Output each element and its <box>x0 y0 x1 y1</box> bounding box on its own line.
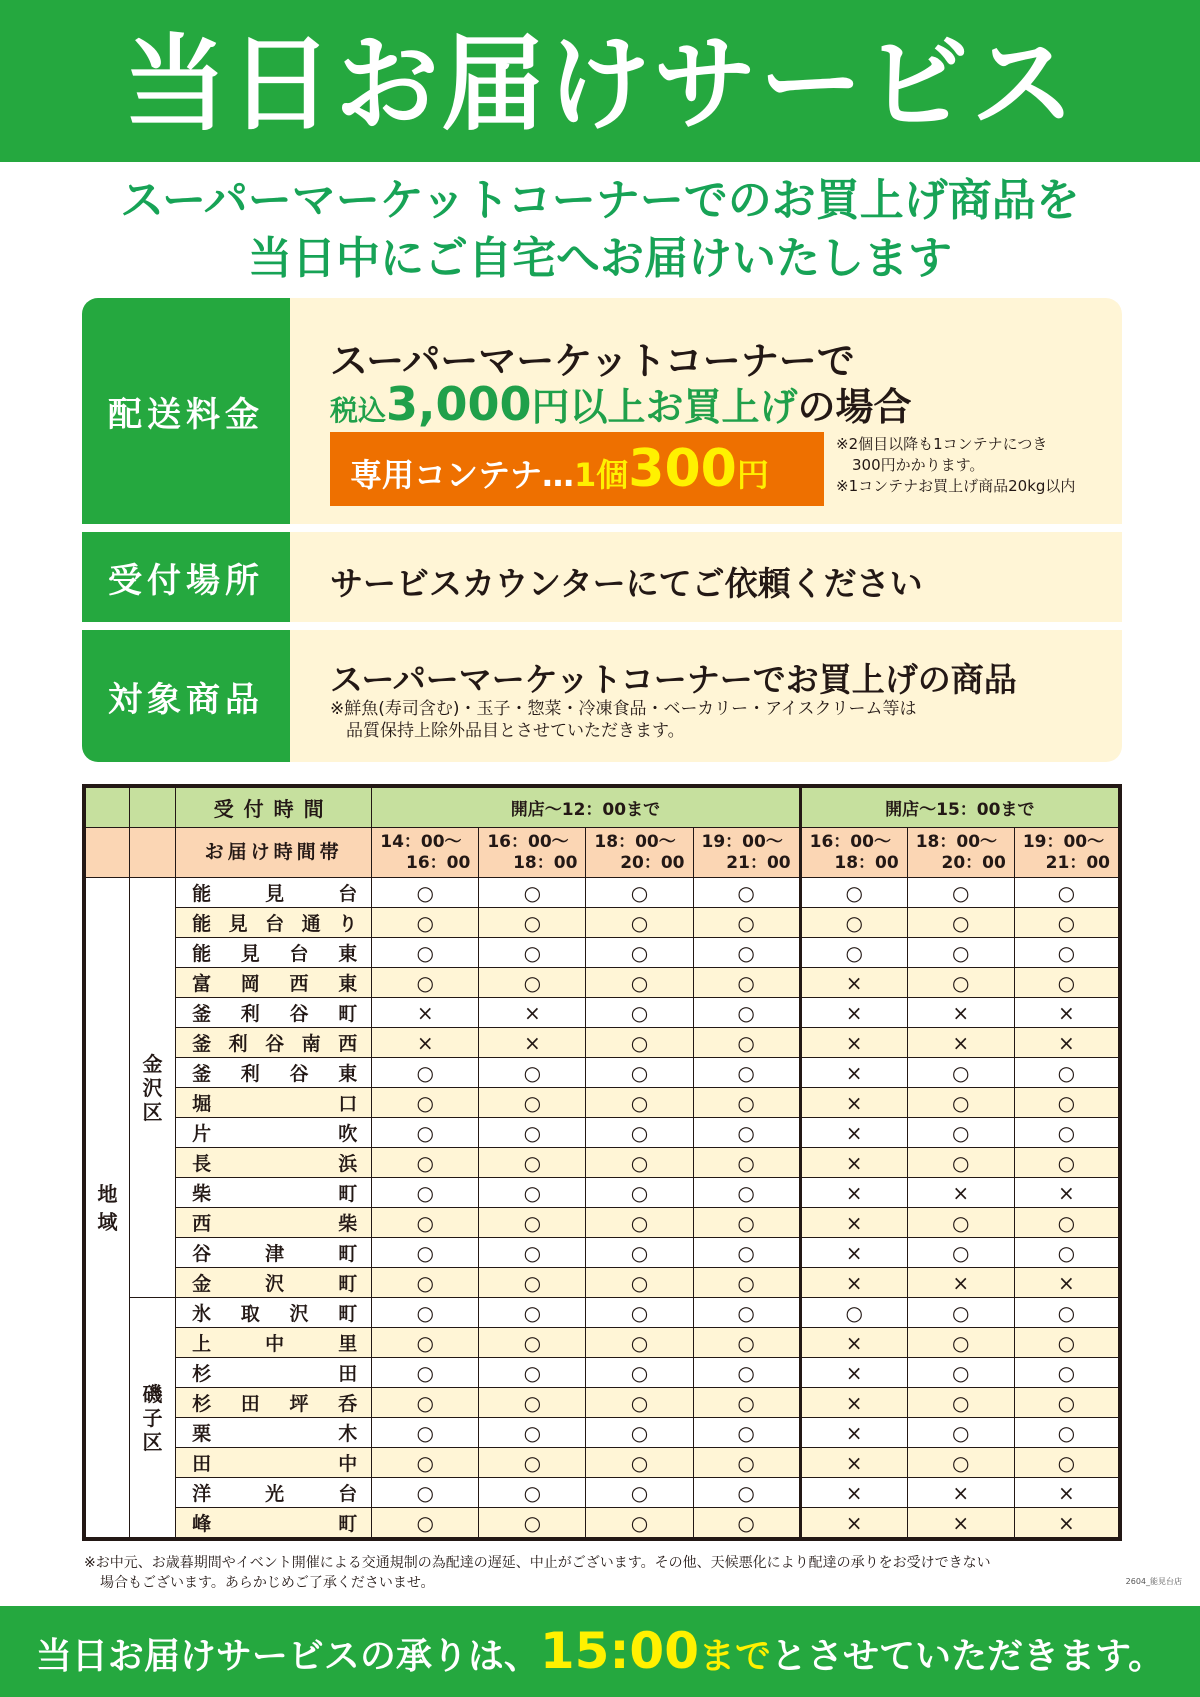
table-row <box>86 1298 1119 1328</box>
availability-cell: ○ <box>372 1388 479 1418</box>
availability-cell: ○ <box>693 1448 800 1478</box>
availability-cell: × <box>907 1028 1014 1058</box>
area-name: 富岡西東 <box>176 968 372 998</box>
availability-cell: ○ <box>372 1478 479 1508</box>
availability-cell: ○ <box>372 1508 479 1538</box>
table-row <box>86 1358 1119 1388</box>
availability-cell: × <box>372 998 479 1028</box>
availability-cell: ○ <box>372 968 479 998</box>
area-name: 杉田坪呑 <box>176 1388 372 1418</box>
container-price-box <box>330 432 824 506</box>
area-name: 能見台通り <box>176 908 372 938</box>
slot-end: 21：00 <box>726 852 791 873</box>
availability-cell: × <box>907 1508 1014 1538</box>
availability-cell: × <box>1014 1178 1118 1208</box>
slot-header <box>586 828 693 878</box>
availability-cell: ○ <box>372 1058 479 1088</box>
availability-cell: ○ <box>479 1178 586 1208</box>
availability-cell: × <box>479 998 586 1028</box>
availability-cell: ○ <box>693 968 800 998</box>
availability-cell: ○ <box>907 968 1014 998</box>
slot-start: 16：00〜 <box>809 831 891 852</box>
availability-cell: × <box>800 1028 907 1058</box>
availability-cell: ○ <box>372 1328 479 1358</box>
availability-cell: × <box>479 1028 586 1058</box>
availability-cell: ○ <box>372 1088 479 1118</box>
schedule-grid <box>85 787 1119 1538</box>
availability-cell: ○ <box>693 1328 800 1358</box>
availability-cell: ○ <box>800 908 907 938</box>
table-row <box>86 998 1119 1028</box>
availability-cell: ○ <box>479 1148 586 1178</box>
availability-cell: ○ <box>372 1418 479 1448</box>
availability-cell: × <box>1014 998 1118 1028</box>
availability-cell: ○ <box>693 938 800 968</box>
target-section <box>82 630 1122 762</box>
availability-cell: ○ <box>479 1088 586 1118</box>
availability-cell: ○ <box>372 1448 479 1478</box>
footnote-line2: 場合もございます。あらかじめご了承くださいませ。 <box>100 1575 435 1591</box>
availability-cell: ○ <box>1014 1148 1118 1178</box>
availability-cell: ○ <box>907 1148 1014 1178</box>
fee-label: 配送料金 <box>82 298 290 524</box>
availability-cell: ○ <box>586 1388 693 1418</box>
availability-cell: × <box>800 1058 907 1088</box>
availability-cell: ○ <box>1014 1238 1118 1268</box>
availability-cell: × <box>800 1148 907 1178</box>
area-name: 田中 <box>176 1448 372 1478</box>
footer-banner <box>0 1606 1200 1697</box>
availability-cell: ○ <box>907 878 1014 908</box>
availability-cell: ○ <box>586 1328 693 1358</box>
subtitle-line1: スーパーマーケットコーナーでのお買上げ商品を <box>120 175 1080 226</box>
table-row <box>86 1328 1119 1358</box>
availability-cell: ○ <box>372 908 479 938</box>
availability-cell: ○ <box>479 1448 586 1478</box>
availability-cell: × <box>800 1208 907 1238</box>
availability-cell: × <box>1014 1508 1118 1538</box>
target-text: スーパーマーケットコーナーでお買上げの商品 <box>330 660 1017 699</box>
fee-line1: スーパーマーケットコーナーで <box>330 339 855 383</box>
availability-cell: ○ <box>586 998 693 1028</box>
availability-cell: ○ <box>800 1298 907 1328</box>
availability-cell: ○ <box>479 968 586 998</box>
reception-label: 受付場所 <box>82 532 290 622</box>
container-yen: 円 <box>736 456 769 494</box>
availability-cell: ○ <box>693 1148 800 1178</box>
table-row <box>86 1118 1119 1148</box>
availability-cell: ○ <box>907 1388 1014 1418</box>
availability-cell: ○ <box>1014 938 1118 968</box>
availability-cell: ○ <box>586 938 693 968</box>
container-price: 300 <box>628 439 737 499</box>
availability-cell: ○ <box>907 1238 1014 1268</box>
table-row <box>86 908 1119 938</box>
table-row <box>86 1208 1119 1238</box>
availability-cell: ○ <box>586 1148 693 1178</box>
availability-cell: × <box>1014 1028 1118 1058</box>
availability-cell: ○ <box>479 1208 586 1238</box>
availability-cell: ○ <box>1014 1448 1118 1478</box>
table-row <box>86 1418 1119 1448</box>
availability-cell: × <box>800 1508 907 1538</box>
header-blank <box>86 788 130 828</box>
table-row <box>86 1238 1119 1268</box>
availability-cell: ○ <box>907 1448 1014 1478</box>
availability-cell: ○ <box>586 1418 693 1448</box>
availability-cell: ○ <box>479 1508 586 1538</box>
availability-cell: × <box>800 968 907 998</box>
fee-notes <box>836 434 1075 497</box>
table-row <box>86 1508 1119 1538</box>
availability-cell: ○ <box>586 908 693 938</box>
availability-cell: ○ <box>907 1358 1014 1388</box>
availability-cell: ○ <box>693 908 800 938</box>
availability-cell: ○ <box>693 1178 800 1208</box>
delivery-time-header: お届け時間帯 <box>176 828 372 878</box>
availability-cell: ○ <box>372 1358 479 1388</box>
availability-cell: × <box>800 1118 907 1148</box>
area-name: 谷津町 <box>176 1238 372 1268</box>
footer-post: とさせていただきます。 <box>771 1636 1165 1677</box>
availability-cell: ○ <box>586 1478 693 1508</box>
reception-text: サービスカウンターにてご依頼ください <box>330 564 923 603</box>
slot-start: 19：00〜 <box>1022 831 1105 852</box>
slot-header <box>479 828 586 878</box>
availability-cell: ○ <box>907 938 1014 968</box>
availability-cell: ○ <box>693 878 800 908</box>
table-row <box>86 938 1119 968</box>
availability-cell: ○ <box>479 1478 586 1508</box>
availability-cell: ○ <box>479 1058 586 1088</box>
area-name: 洋光台 <box>176 1478 372 1508</box>
availability-cell: ○ <box>693 1268 800 1298</box>
availability-cell: ○ <box>479 1268 586 1298</box>
availability-cell: × <box>907 1178 1014 1208</box>
availability-cell: ○ <box>1014 1298 1118 1328</box>
availability-cell: ○ <box>586 1088 693 1118</box>
availability-cell: ○ <box>693 998 800 1028</box>
availability-cell: × <box>800 1328 907 1358</box>
fee-threshold-amount: 3,000 <box>386 377 532 431</box>
availability-cell: × <box>800 1388 907 1418</box>
table-row <box>86 1388 1119 1418</box>
availability-cell: ○ <box>479 878 586 908</box>
availability-cell: ○ <box>907 1118 1014 1148</box>
footer-made: まで <box>699 1636 772 1677</box>
area-name: 西柴 <box>176 1208 372 1238</box>
availability-cell: ○ <box>1014 1088 1118 1118</box>
table-row <box>86 1448 1119 1478</box>
ward-name: 磯子区 <box>142 1381 163 1454</box>
availability-cell: × <box>907 998 1014 1028</box>
availability-cell: ○ <box>479 938 586 968</box>
availability-cell: ○ <box>693 1058 800 1088</box>
header-row-delivery <box>86 828 1119 878</box>
slot-header <box>907 828 1014 878</box>
availability-cell: ○ <box>693 1238 800 1268</box>
table-row <box>86 1088 1119 1118</box>
slot-start: 14：00〜 <box>380 831 462 852</box>
area-name: 片吹 <box>176 1118 372 1148</box>
container-count: 1個 <box>574 456 629 494</box>
table-row <box>86 968 1119 998</box>
table-row <box>86 1028 1119 1058</box>
slot-header <box>800 828 907 878</box>
availability-cell: ○ <box>479 908 586 938</box>
availability-cell: ○ <box>479 1238 586 1268</box>
fee-line2-end: の場合 <box>797 385 912 429</box>
fee-note3: ※1コンテナお買上げ商品20kg以内 <box>836 477 1076 495</box>
availability-cell: ○ <box>693 1478 800 1508</box>
area-name: 峰町 <box>176 1508 372 1538</box>
table-row <box>86 1268 1119 1298</box>
availability-cell: × <box>800 1268 907 1298</box>
slot-end: 18：00 <box>834 852 899 873</box>
availability-cell: ○ <box>586 1448 693 1478</box>
delivery-schedule-table <box>82 784 1122 1541</box>
availability-cell: ○ <box>372 1268 479 1298</box>
availability-cell: ○ <box>907 1298 1014 1328</box>
availability-cell: × <box>800 1238 907 1268</box>
availability-cell: × <box>907 1268 1014 1298</box>
area-name: 釜利谷南西 <box>176 1028 372 1058</box>
group1-header: 開店〜12：00まで <box>372 788 800 828</box>
slot-end: 20：00 <box>941 852 1006 873</box>
availability-cell: ○ <box>1014 1118 1118 1148</box>
area-name: 釜利谷町 <box>176 998 372 1028</box>
header-blank <box>86 828 130 878</box>
area-name: 上中里 <box>176 1328 372 1358</box>
availability-cell: ○ <box>586 1028 693 1058</box>
availability-cell: ○ <box>479 1328 586 1358</box>
availability-cell: ○ <box>479 1298 586 1328</box>
ward-cell <box>130 878 176 1298</box>
availability-cell: ○ <box>372 938 479 968</box>
target-note1: ※鮮魚(寿司含む)・玉子・惣菜・冷凍食品・ベーカリー・アイスクリーム等は <box>330 699 917 719</box>
fee-section <box>82 298 1122 524</box>
availability-cell: × <box>800 1448 907 1478</box>
availability-cell: ○ <box>586 878 693 908</box>
region-cell <box>86 878 130 1538</box>
fee-line2 <box>330 376 912 431</box>
availability-cell: ○ <box>372 1238 479 1268</box>
availability-cell: ○ <box>1014 1388 1118 1418</box>
availability-cell: ○ <box>586 1208 693 1238</box>
area-name: 能見台東 <box>176 938 372 968</box>
area-name: 杉田 <box>176 1358 372 1388</box>
availability-cell: × <box>372 1028 479 1058</box>
slot-start: 18：00〜 <box>594 831 676 852</box>
availability-cell: ○ <box>479 1118 586 1148</box>
table-row <box>86 1178 1119 1208</box>
header-row-reception <box>86 788 1119 828</box>
area-name: 堀口 <box>176 1088 372 1118</box>
slot-start: 19：00〜 <box>701 831 783 852</box>
fee-threshold-yen: 円以上お買上げ <box>531 385 798 429</box>
header-blank <box>130 828 176 878</box>
slot-start: 16：00〜 <box>487 831 569 852</box>
availability-cell: × <box>800 1178 907 1208</box>
availability-cell: ○ <box>693 1088 800 1118</box>
slot-end: 18：00 <box>513 852 578 873</box>
availability-cell: ○ <box>1014 968 1118 998</box>
subtitle <box>0 172 1200 288</box>
footer-time: 15:00 <box>539 1622 700 1680</box>
availability-cell: ○ <box>693 1418 800 1448</box>
reception-body <box>290 532 1122 622</box>
availability-cell: ○ <box>479 1388 586 1418</box>
availability-cell: ○ <box>372 1298 479 1328</box>
footnote <box>84 1553 1124 1593</box>
availability-cell: ○ <box>586 1178 693 1208</box>
availability-cell: × <box>907 1478 1014 1508</box>
area-name: 能見台 <box>176 878 372 908</box>
fee-note2: 300円かかります。 <box>852 456 985 474</box>
page-title: 当日お届けサービス <box>0 0 1200 162</box>
availability-cell: ○ <box>800 938 907 968</box>
reception-section <box>82 532 1122 622</box>
fee-tax-label: 税込 <box>330 394 387 427</box>
availability-cell: ○ <box>693 1298 800 1328</box>
availability-cell: × <box>800 1358 907 1388</box>
availability-cell: ○ <box>586 1238 693 1268</box>
availability-cell: ○ <box>479 1418 586 1448</box>
availability-cell: ○ <box>372 1208 479 1238</box>
availability-cell: × <box>800 1088 907 1118</box>
availability-cell: ○ <box>372 1148 479 1178</box>
availability-cell: ○ <box>1014 1328 1118 1358</box>
slot-header <box>693 828 800 878</box>
ward-name: 金沢区 <box>142 1051 163 1124</box>
availability-cell: ○ <box>586 1298 693 1328</box>
availability-cell: ○ <box>800 878 907 908</box>
table-row <box>86 1478 1119 1508</box>
slot-end: 20：00 <box>620 852 685 873</box>
availability-cell: ○ <box>693 1028 800 1058</box>
group2-header: 開店〜15：00まで <box>800 788 1118 828</box>
availability-cell: ○ <box>372 1118 479 1148</box>
area-name: 栗木 <box>176 1418 372 1448</box>
slot-start: 18：00〜 <box>915 831 998 852</box>
availability-cell: × <box>800 1418 907 1448</box>
fee-note1: ※2個目以降も1コンテナにつき <box>836 435 1048 453</box>
slot-header <box>1014 828 1118 878</box>
ward-cell <box>130 1298 176 1538</box>
availability-cell: ○ <box>693 1358 800 1388</box>
slot-end: 16：00 <box>406 852 471 873</box>
availability-cell: × <box>800 998 907 1028</box>
target-label: 対象商品 <box>82 630 290 762</box>
availability-cell: ○ <box>586 1508 693 1538</box>
availability-cell: ○ <box>1014 878 1118 908</box>
availability-cell: ○ <box>1014 1208 1118 1238</box>
availability-cell: ○ <box>693 1208 800 1238</box>
store-code: 2604_能見台店 <box>1125 1577 1182 1586</box>
availability-cell: ○ <box>372 1178 479 1208</box>
availability-cell: ○ <box>1014 1358 1118 1388</box>
region-label: 地域 <box>97 1181 118 1234</box>
availability-cell: ○ <box>586 1358 693 1388</box>
header-blank <box>130 788 176 828</box>
availability-cell: ○ <box>586 1058 693 1088</box>
area-name: 柴町 <box>176 1178 372 1208</box>
subtitle-line2: 当日中にご自宅へお届けいたします <box>248 233 952 284</box>
footnote-line1: ※お中元、お歳暮期間やイベント開催による交通規制の為配達の遅延、中止がございます。その他、天候悪化により配達の承りをお受けできない <box>84 1555 991 1571</box>
table-row <box>86 1148 1119 1178</box>
availability-cell: ○ <box>479 1358 586 1388</box>
availability-cell: ○ <box>586 1118 693 1148</box>
area-name: 長浜 <box>176 1148 372 1178</box>
availability-cell: ○ <box>907 1058 1014 1088</box>
footer-pre: 当日お届けサービスの承りは、 <box>35 1636 540 1677</box>
availability-cell: ○ <box>907 1088 1014 1118</box>
availability-cell: ○ <box>907 1208 1014 1238</box>
availability-cell: ○ <box>907 1328 1014 1358</box>
target-body <box>290 630 1122 762</box>
availability-cell: ○ <box>693 1118 800 1148</box>
area-name: 金沢町 <box>176 1268 372 1298</box>
availability-cell: ○ <box>586 1268 693 1298</box>
target-notes <box>330 698 916 742</box>
availability-cell: ○ <box>907 1418 1014 1448</box>
availability-cell: ○ <box>586 968 693 998</box>
availability-cell: ○ <box>372 878 479 908</box>
area-name: 氷取沢町 <box>176 1298 372 1328</box>
availability-cell: × <box>1014 1478 1118 1508</box>
table-row <box>86 1058 1119 1088</box>
table-row <box>86 878 1119 908</box>
availability-cell: ○ <box>907 908 1014 938</box>
target-note2: 品質保持上除外品目とさせていただきます。 <box>346 721 685 741</box>
slot-header <box>372 828 479 878</box>
reception-time-header: 受付時間 <box>176 788 372 828</box>
availability-cell: ○ <box>1014 1058 1118 1088</box>
availability-cell: ○ <box>1014 1418 1118 1448</box>
availability-cell: ○ <box>693 1388 800 1418</box>
fee-body <box>290 298 1122 524</box>
availability-cell: × <box>1014 1268 1118 1298</box>
availability-cell: ○ <box>1014 908 1118 938</box>
area-name: 釜利谷東 <box>176 1058 372 1088</box>
container-label: 専用コンテナ… <box>350 456 575 494</box>
availability-cell: ○ <box>693 1508 800 1538</box>
availability-cell: × <box>800 1478 907 1508</box>
slot-end: 21：00 <box>1045 852 1110 873</box>
